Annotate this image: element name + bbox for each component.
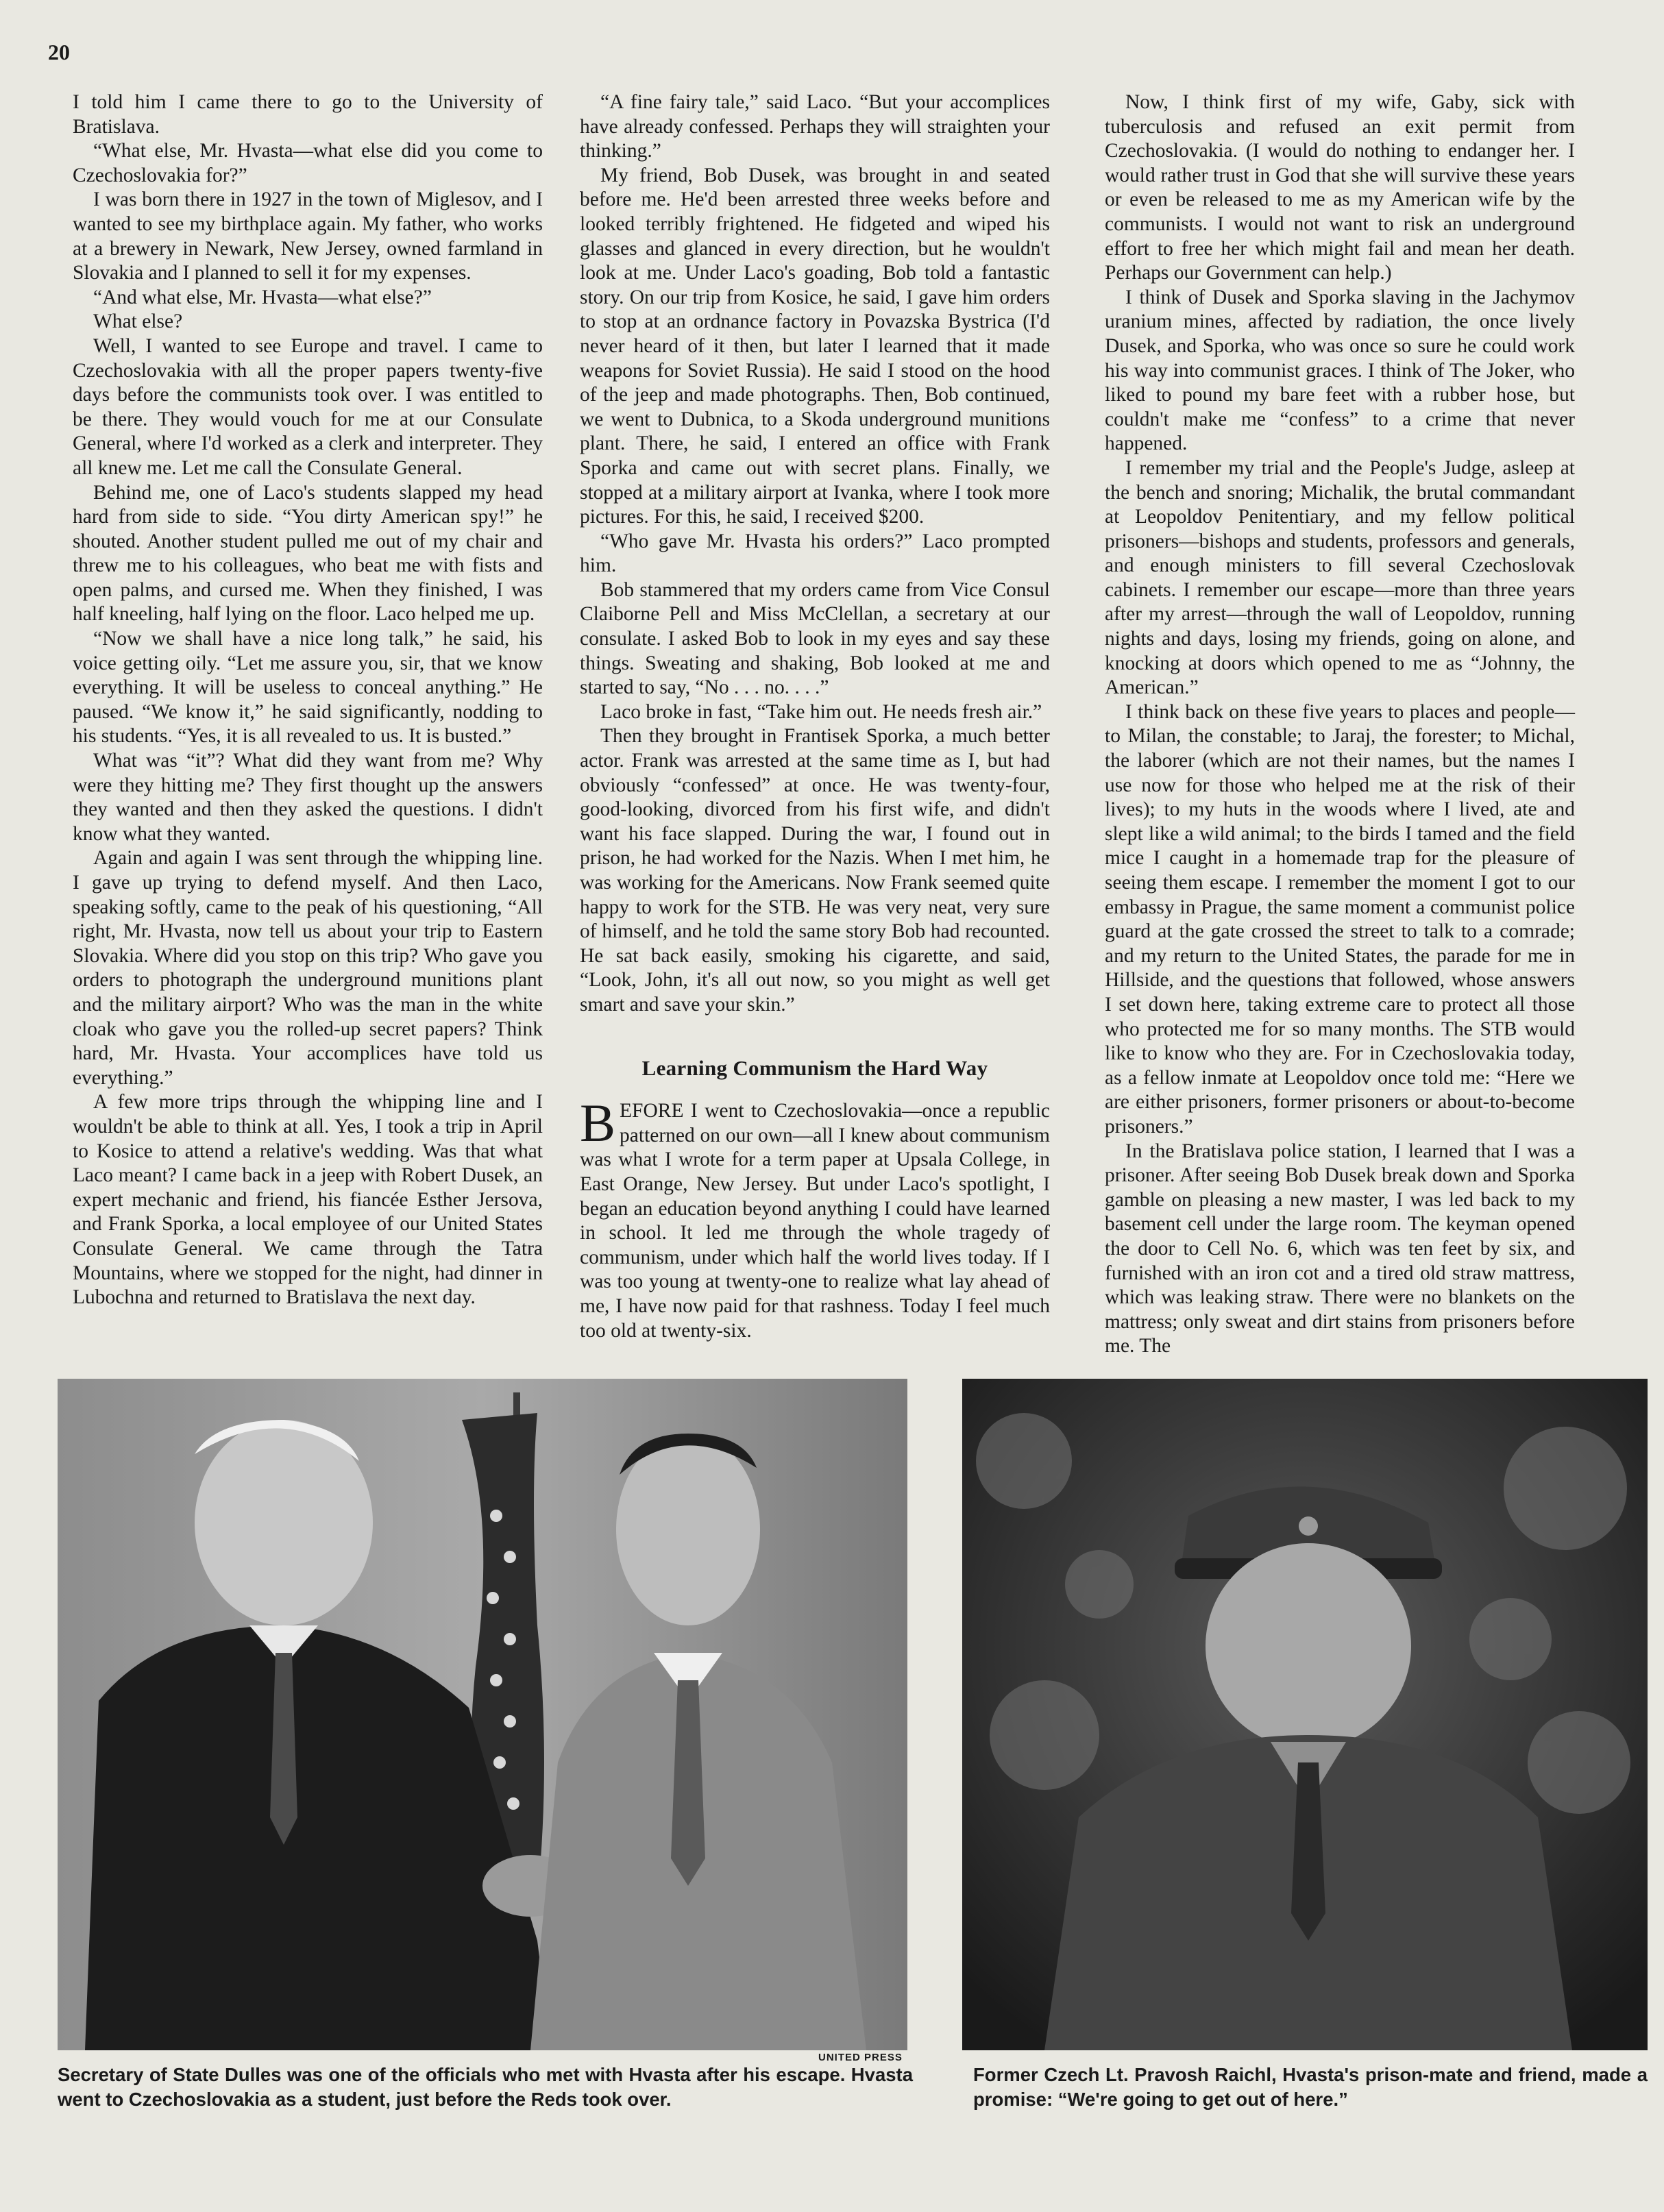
paragraph: “And what else, Mr. Hvasta—what else?”: [93, 286, 432, 308]
photo-dulles-handshake: [58, 1379, 907, 2050]
photo-image: [58, 1379, 907, 2050]
paragraph: Again and again I was sent through the whipping line. I gave up trying to defend myself. And then Laco, speaking softly, came to the peak of his questioning, “All right, Mr. Hvasta, now tell us about your trip to Eastern Slovakia. Where did you stop on this trip? Who gave you orders to photograph the underground munitions plant and the military airport? Who was the man in the white cloak who gave you the rolled-up secret papers? Think hard, Mr. Hvasta. Your accomplices have told us everything.”: [73, 847, 543, 1089]
paragraph: “Who gave Mr. Hvasta his orders?” Laco prompted him.: [580, 530, 1050, 577]
drop-cap: B: [580, 1093, 616, 1153]
paragraph: I think of Dusek and Sporka slaving in the Jachymov uranium mines, affected by radiation, the once lively Dusek, and Sporka, who was once so sure he could work his way into communist graces. I think of The Joker, who liked to pound my bare feet with a rubber hose, but couldn't make me “confess” to a crime that never happened.: [1105, 286, 1575, 455]
photo-caption-right: Former Czech Lt. Pravosh Raichl, Hvasta's prison-mate and friend, made a promise: “We're going to get out of here.”: [973, 2064, 1648, 2110]
section-heading: Learning Communism the Hard Way: [641, 1055, 988, 1080]
paragraph: I was born there in 1927 in the town of Miglesov, and I wanted to see my birthplace again. My father, who works at a brewery in Newark, New Jersey, owned farmland in Slovakia and I planned to sell it for my expenses.: [73, 188, 543, 284]
paragraph: My friend, Bob Dusek, was brought in and seated before me. He'd been arrested three weeks before and looked terribly frightened. He fidgeted and wiped his glasses and glanced in every direction, but he wouldn't look at me. Under Laco's goading, Bob told a fantastic story. On our trip from Kosice, he said, I gave him orders to stop at an ordnance factory in Povazska Bystrica (I'd never heard of it then, but later I learned that it made weapons for Soviet Russia). He said I stood on the hood of the jeep and made photographs. Then, Bob continued, we went to Dubnica, to a Skoda underground munitions plant. There, he said, I entered an office with Frank Sporka and came out with secret plans. Finally, we stopped at a military airport at Ivanka, where I took more pictures. For this, he said, I received $200.: [580, 164, 1050, 528]
paragraph: What else?: [93, 310, 183, 333]
paragraph: I told him I came there to go to the University of Bratislava.: [73, 91, 543, 138]
paragraph-text: EFORE I went to Czechoslovakia—once a republic patterned on our own—all I knew about communism was what I wrote for a term paper at Upsala College, in East Orange, New Jersey. But under Laco's spotlight, I began an education beyond anything I could have learned in school. It led me through the whole tragedy of communism, under which half the world lives today. If I was too young at twenty-one to realize what lay ahead of me, I have now paid for that rashness. Today I feel much too old at twenty-six.: [580, 1100, 1050, 1342]
paragraph: “What else, Mr. Hvasta—what else did you come to Czechoslovakia for?”: [73, 140, 543, 186]
paragraph: “A fine fairy tale,” said Laco. “But your accomplices have already confessed. Perhaps they will straighten your thinking.”: [580, 91, 1050, 162]
page-number: 20: [48, 40, 70, 64]
photo-raichl-portrait: [962, 1379, 1648, 2050]
paragraph: A few more trips through the whipping line and I wouldn't be able to think at all. Yes, I took a trip in April to Kosice to attend a relative's wedding. Was that what Laco meant? I came back in a jeep with Robert Dusek, an expert mechanic and friend, his fiancée Esther Jersova, and Frank Sporka, a local employee of our United States Consulate General. We came through the Tatra Mountains, where we stopped for the night, had dinner in Lubochna and returned to Bratislava the next day.: [73, 1091, 543, 1309]
paragraph: [580, 1093, 1050, 1343]
paragraph: In the Bratislava police station, I learned that I was a prisoner. After seeing Bob Dusek break down and Sporka gamble on pleasing a new master, I was led back to my basement cell under the large room. The keyman opened the door to Cell No. 6, which was ten feet by six, and furnished with an iron cot and a tired old straw mattress, which was leaking straw. There were no blankets on the mattress; only sweat and dirt stains from prisoners before me. The: [1105, 1140, 1575, 1357]
paragraph: I think back on these five years to places and people—to Milan, the constable; to Jaraj, the forester; to Michal, the laborer (which are not their names, but the names I use now for those who helped me at the risk of their lives); to my huts in the woods where I lived, ate and slept like a wild animal; to the birds I tamed and the field mice I caught in a homemade trap for the pleasure of seeing them escape. I remember the moment I got to our embassy in Prague, the same moment a communist police guard at the gate crossed the street to talk to a comrade; and my return to the United States, the parade for me in Hillside, and the questions that followed, whose answers I set down here, taking extreme care to protect all those who protected me for so many months. The STB would like to know who they are. For in Czechoslovakia today, as a fellow inmate at Leopoldov once told me: “Here we are either prisoners, former prisoners or about-to-become prisoners.”: [1105, 700, 1575, 1138]
paragraph: What was “it”? What did they want from me? Why were they hitting me? They first thought up the answers they wanted and then they asked the questions. I didn't know what they wanted.: [73, 750, 543, 845]
paragraph: Laco broke in fast, “Take him out. He needs fresh air.”: [600, 700, 1042, 723]
paragraph: Behind me, one of Laco's students slapped my head hard from side to side. “You dirty American spy!” he shouted. Another student pulled me out of my chair and threw me to his colleagues, who beat me with fists and open palms, and cursed me. When they finished, I was half kneeling, half lying on the floor. Laco helped me up.: [73, 481, 543, 626]
paragraph: Well, I wanted to see Europe and travel. I came to Czechoslovakia with all the proper papers twenty-five days before the communists took over. I was entitled to be there. They would vouch for me at our Consulate General, where I'd worked as a clerk and interpreter. They all knew me. Let me call the Consulate General.: [73, 334, 543, 479]
article-column-2: [580, 90, 1050, 1343]
article-column-3: [1105, 90, 1575, 1359]
paragraph: Bob stammered that my orders came from Vice Consul Claiborne Pell and Miss McClellan, a secretary at our consulate. I asked Bob to look in my eyes and say these things. Sweating and shaking, Bob looked at me and started to say, “No . . . no. . . .”: [580, 578, 1050, 699]
photo-credit: UNITED PRESS: [818, 2052, 903, 2063]
photo-caption-left: Secretary of State Dulles was one of the officials who met with Hvasta after his escape. Hvasta went to Czechoslovakia as a student, just before the Reds took over.: [58, 2064, 913, 2110]
paragraph: “Now we shall have a nice long talk,” he said, his voice getting oily. “Let me assure you, sir, that we know everything. It will be useless to conceal anything.” He paused. “We know it,” he said significantly, nodding to his students. “Yes, it is all revealed to us. It is busted.”: [73, 628, 543, 748]
article-column-1: [73, 90, 543, 1310]
photo-image: [962, 1379, 1648, 2050]
paragraph: I remember my trial and the People's Judge, asleep at the bench and snoring; Michalik, the brutal commandant at Leopoldov Penitentiary, and my fellow political prisoners—bishops and students, professors and generals, and enough ministers to fill several Czechoslovak cabinets. I remember our escape—more than three years after my arrest—through the wall of Leopoldov, running nights and days, losing my friends, going on alone, and knocking at doors which opened to me as “Johnny, the American.”: [1105, 456, 1575, 699]
paragraph: Now, I think first of my wife, Gaby, sick with tuberculosis and refused an exit permit from Czechoslovakia. (I would do nothing to endanger her. I would rather trust in God that she will survive these years or even be released to me as my American wife by the communists. I would not want to risk an underground effort to free her which might fail and mean her death. Perhaps our Government can help.): [1105, 91, 1575, 284]
paragraph: Then they brought in Frantisek Sporka, a much better actor. Frank was arrested at the same time as I, but had obviously “confessed” at once. He was twenty-four, good-looking, divorced from his first wife, and didn't want his face slapped. During the war, I found out in prison, he had worked for the Nazis. When I met him, he was working for the Americans. Now Frank seemed quite happy to work for the STB. He was very neat, very sure of himself, and he told the same story Bob had recounted. He sat back easily, smoking his cigarette, and said, “Look, John, it's all out now, so you might as well get smart and save your skin.”: [580, 725, 1050, 1016]
